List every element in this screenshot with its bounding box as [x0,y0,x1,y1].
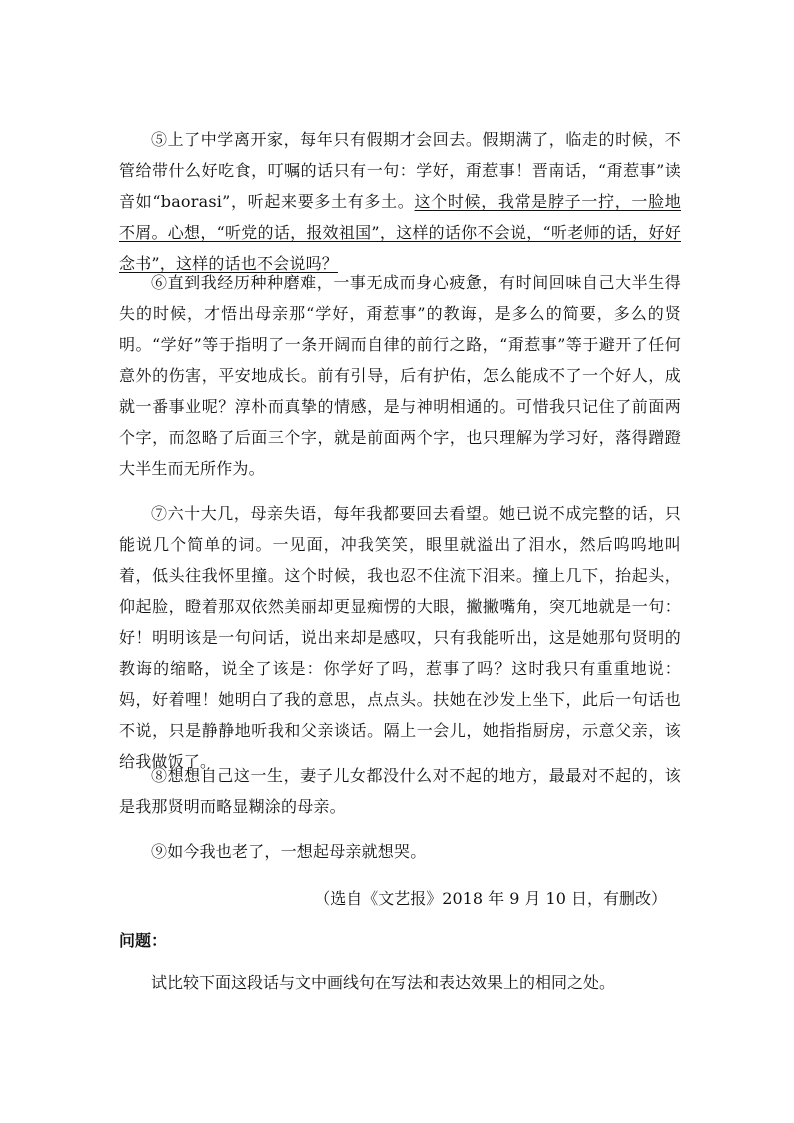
paragraph-6: ⑥直到我经历种种磨难，一事无成而身心疲惫，有时间回味自己大半生得失的时候，才悟出母亲那“学好，甭惹事”的教诲，是多么的简要，多么的贤明。“学好”等于指明了一条开阔而自律的前行之路，“甭惹事”等于避开了任何意外的伤害，平安地成长。前有引导，后有护佑，怎么能成不了一个好人，成就一番事业呢？淳朴而真挚的情感，是与神明相通的。可惜我只记住了前面两个字，而忽略了后面三个字，就是前面两个字，也只理解为学习好，落得蹭蹬大半生而无所作为。 [119,273,681,478]
source-citation: （选自《文艺报》2018 年 9 月 10 日，有删改） [314,889,667,908]
question-text: 试比较下面这段话与文中画线句在写法和表达效果上的相同之处。 [151,973,616,992]
paragraph-7: ⑦六十大几，母亲失语，每年我都要回去看望。她已说不成完整的话，只能说几个简单的词。一见面，冲我笑笑，眼里就溢出了泪水，然后呜呜地叫着，低头往我怀里撞。这个时候，我也忍不住流下泪来。撞上几下，抬起头，仰起脸，瞪着那双依然美丽却更显痴愣的大眼，撇撇嘴角，突兀地就是一句：好！明明该是一句问话，说出来却是感叹，只有我能听出，这是她那句贤明的教诲的缩略，说全了该是：你学好了吗，惹事了吗？这时我只有重重地说：妈，好着哩！她明白了我的意思，点点头。扶她在沙发上坐下，此后一句话也不说，只是静静地听我和父亲谈话。隔上一会儿，她指指厨房，示意父亲，该给我做饭了。 [119,504,681,771]
paragraph-8: ⑧想想自己这一生，妻子儿女都没什么对不起的地方，最最对不起的，该是我那贤明而略显糊涂的母亲。 [119,766,681,816]
underlined-sentence: 这个时候，我常是脖子一拧，一脸地不屑。心想，“听党的话，报效祖国”，这样的话你不会说，“听老师的话，好好念书”，这样的话也不会说吗？ [119,192,681,273]
paragraph-5-text: ⑤上了中学离开家，每年只有假期才会回去。假期满了，临走的时候，不管给带什么好吃食，叮嘱的话只有一句：学好，甭惹事！晋南话，“甭惹事”读音如“baorasi”，听起来要多土有多土。 [119,130,681,211]
paragraph-9: ⑨如今我也老了，一想起母亲就想哭。 [151,842,427,861]
question-label: 问题： [119,931,168,950]
paragraph-5 [119,124,681,279]
